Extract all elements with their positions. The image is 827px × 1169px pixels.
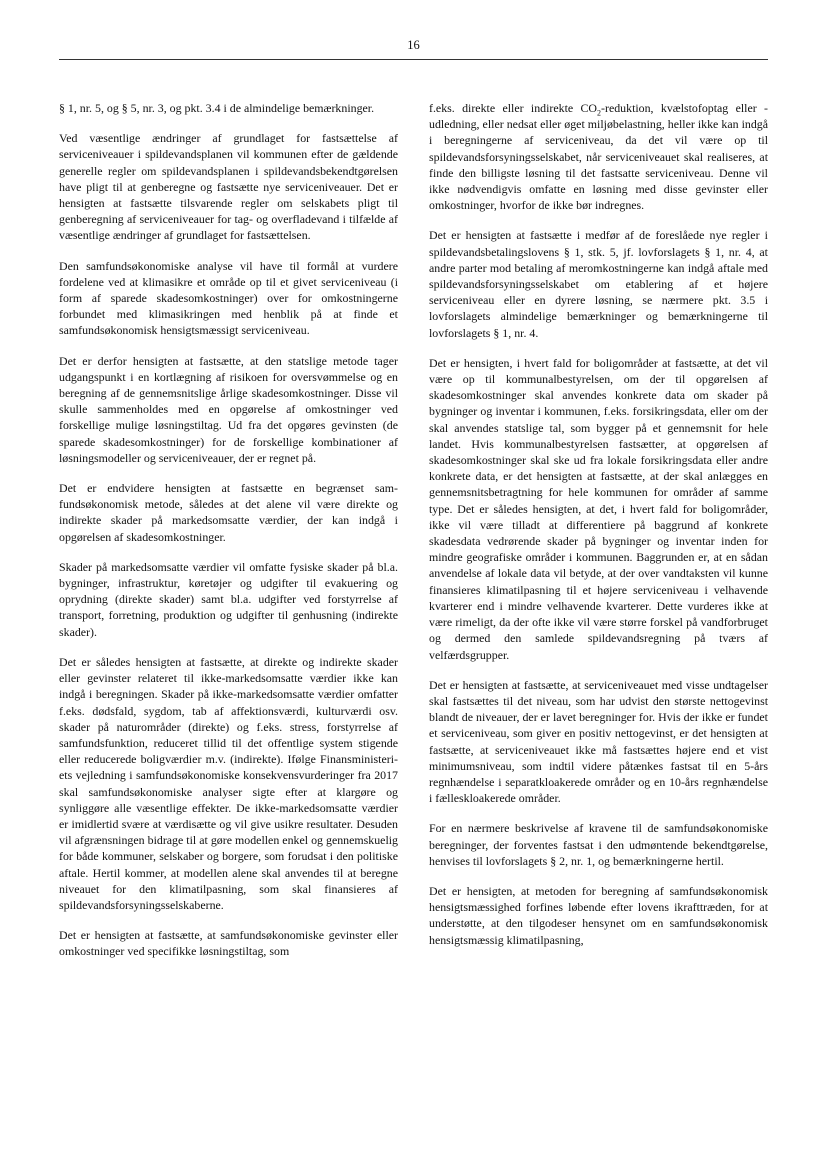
paragraph: For en nærmere beskrivelse af kravene til de samfundsøkonomiske beregninger, der forventes fastsat i den udmøntende bekendtgørelse, henvises til lovforslagets § 2, nr. 1, og bemærkningerne hertil.	[429, 821, 768, 868]
paragraph: Det er hensigten, at metoden for beregning af samfundsøkonomisk hensigtsmæssighed forfines løbende efter lovens ikrafttræden, for at understøtte, at den tilgodeser hensynet om en samfundsøkonomisk hensigtsmæssig klimatilpasning,	[429, 883, 768, 947]
text-run: f.eks. direkte eller indirekte CO	[429, 101, 598, 115]
paragraph: Det er hensigten, i hvert fald for boligområder at fastsætte, at det vil være op til kommunalbestyrelsen, om der til opgørelsen af skadesomkostninger skal anvendes konkrete data om skader på bygninger og inventar i kommunen, f.eks. forsikringsdata, eller om der skal anvendes statslige tal, som bygger på et gennemsnit for hele landet. Hvis kommunalbestyrelsen fastsætter, at opgørelsen af skadesomkostninger skal ske ud fra lokale forsikringsdata eller andre konkrete data, er det hensigten at fastsætte, at der skal anlægges en gennemsnitsbetragtning for hele kommunen for områder af samme type. Det er således hensigten, at det, i hvert fald for boligområder, ikke vil være tilladt at differentiere på baggrund af konkrete skadesdata vedrørende skader på bygninger og inventar inden for mindre geografiske områder i kommunen. Baggrunden er, at en sådan anvendelse af lokale data vil betyde, at der over vandtaksten vil kunne finansieres klimatilpasning til et højere serviceniveau i velhavende kvarterer end i mindre velhavende kvarterer. Dette vurderes ikke at være rimeligt, da der ofte ikke vil være større forskel på vandforbruget og dermed den samlede spildevandsregning på tværs af velfærdsgrupper.	[429, 355, 768, 662]
subscript: 2	[597, 108, 602, 118]
paragraph: § 1, nr. 5, og § 5, nr. 3, og pkt. 3.4 i de almindelige bemærkninger.	[59, 101, 375, 115]
header-rule	[59, 59, 768, 60]
paragraph: Det er hensigten at fastsætte, at samfundsøkonomiske gevinster eller omkostninger ved specifikke løsningstiltag, som	[59, 928, 398, 959]
paragraph	[429, 100, 768, 213]
paragraph: Skader på markedsomsatte værdier vil omfatte fysiske skader på bl.a. bygninger, infrastruktur, køretøjer og udgifter til evakuering og oprydning (direkte skader) samt bl.a. udgifter ved forstyrrelse af transport, forretning, produktion og udgifter til genhusning (indirekte skader).	[59, 559, 398, 639]
paragraph: Det er derfor hensigten at fastsætte, at den statslige metode tager udgangspunkt i en kortlægning af risikoen for oversvømmelse og en beregning af de gennemsnitslige årlige skadesomkostninger. Disse vil skulle sammenholdes med en opgørelse af omkostninger ved forskellige mulige løsningstiltag. Ud fra det opgøres gevinsten (de sparede skadesomkostninger) for de forskellige kombinationer af løsningsmodeller og serviceniveauer, der er regnet på.	[59, 353, 398, 465]
paragraph: Det er således hensigten at fastsætte, at direkte og indirekte skader eller gevinster relateret til ikke-markedsomsatte værdier ikke kan indgå i beregningen. Skader på ikke-markedsomsatte værdier omfatter f.eks. dødsfald, sygdom, tab af affektionsværdi, kulturværdi osv. skader på naturområder (direkte) og f.eks. stress, forstyrrelse af samfundsfunktion, reduceret tillid til det offentlige system stigende eller reducerede boligværdier m.v. (indirekte). Ifølge Finansministeriets vejledning i samfundsøkonomiske konsekvensvurderinger fra 2017 skal samfundsøkonomiske analyser sigte efter at klargøre og synliggøre alle væsentlige effekter. De ikke-markedsomsatte værdier er imidlertid svære at værdisætte og vil give usikre resultater. Desuden vil afgrænsningen bidrage til at gøre modellen enkel og gennemskuelig for både kommuner, selskaber og borgere, som forudsat i den politiske aftale. Hertil kommer, at modellen alene skal anvendes til at beregne niveauet for den klimatilpasning, som skal finansieres af spildevandsforsyningsselskaberne.	[59, 654, 398, 912]
page-number: 16	[407, 38, 420, 52]
left-column	[59, 100, 398, 974]
paragraph: Det er hensigten at fastsætte i medfør af de foreslåede nye regler i spildevandsbetalingslovens § 1, stk. 5, jf. lovforslagets § 1, nr. 4, at andre parter mod betaling af meromkostningerne kan indgå aftale med spildevandsforsyningsselskabet om etablering af et højere serviceniveau eller en dyrere løsning, se nærmere pkt. 3.5 i lovforslagets almindelige bemærkninger og bemærkningerne til lovforslagets § 1, nr. 4.	[429, 228, 768, 340]
right-column	[429, 100, 768, 962]
paragraph: Det er hensigten at fastsætte, at serviceniveauet med visse undtagelser skal fastsættes til det niveau, som har udvist den største nettogevinst blandt de niveauer, der er lavet beregninger for. Hvis der ikke er fundet et serviceniveau, som giver en positiv nettogevinst, er det hensigten at fastsætte, at serviceniveauet ikke må fastsættes højere end et vist minimumsniveau, som indtil videre påtænkes fastsat til en 5-års regnhændelse i separatkloakerede områder og en 10-års regnhændelse i fælleskloakerede områder.	[429, 677, 768, 806]
paragraph: Ved væsentlige ændringer af grundlaget for fastsættelse af serviceniveauer i spildevandsplanen vil kommunen efter de gældende generelle regler om spildevandsplanen i spildevandsbekendtgørelsen have pligt til at genberegne og fastsætte nye serviceniveauer. Det er hensigten at fastsætte tilsvarende regler om selskabets pligt til genberegning af serviceniveauer for tag- og overfladevand i tilfælde af væsentlige ændringer af grundlaget for fastsættelsen.	[59, 131, 398, 243]
paragraph: Det er endvidere hensigten at fastsætte en begrænset samfundsøkonomisk metode, således at det alene vil være direkte og indirekte skader på markedsomsatte værdier, der kan indgå i opgørelsen af skadesomkostninger.	[59, 481, 398, 544]
text-run: -reduktion, kvælstofoptag eller udledning, eller nedsat eller øget miljøbelastning, heller ikke kan indgå i beregningerne af serviceniveau, da det vil være op til spildevandsforsyningsselskabet, når serviceniveauet skal realiseres, at finde den billigste løsning til det fastsatte serviceniveau. Denne vil ikke nødvendigvis omfatte en løsning med disse gevinster eller omkostninger, hvorfor de ikke bør indregnes.	[429, 101, 769, 213]
paragraph: Den samfundsøkonomiske analyse vil have til formål at vurdere fordelene ved at klimasikre et område op til et givet serviceniveau (i form af sparede skadesomkostninger) over for omkostningerne forbundet med klimasikringen med henblik på at finde et samfundsøkonomisk hensigtsmæssigt serviceniveau.	[59, 258, 398, 338]
